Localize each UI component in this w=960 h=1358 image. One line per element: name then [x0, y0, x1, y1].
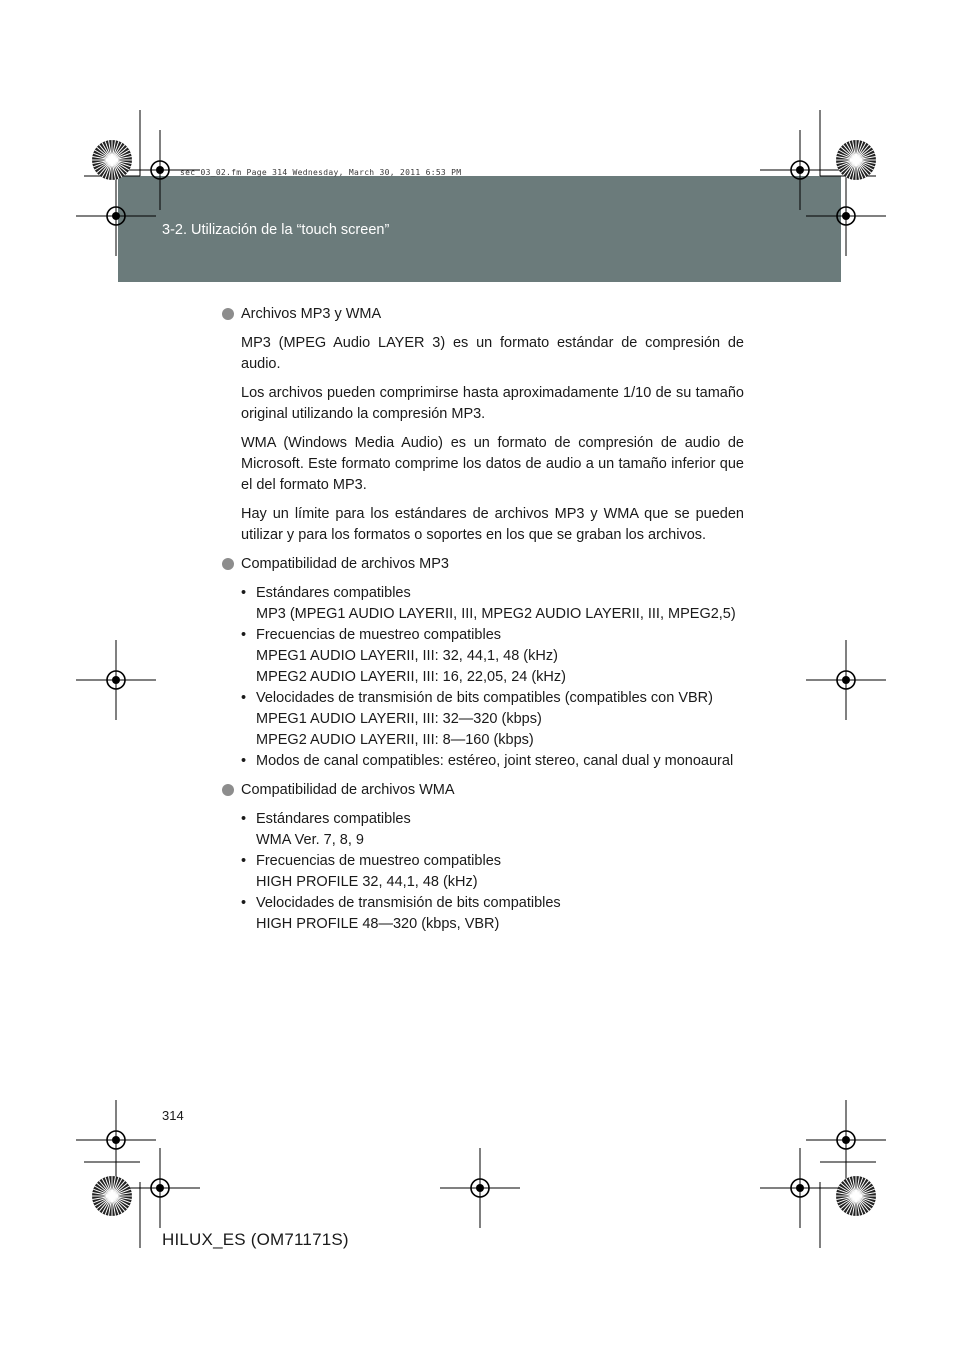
item-title: Frecuencias de muestreo compatibles — [256, 627, 502, 643]
paragraph: MP3 (MPEG Audio LAYER 3) es un formato estándar de compresión de audio. — [241, 335, 744, 372]
item-title: Frecuencias de muestreo compatibles — [256, 853, 502, 869]
item-title: Estándares compatibles — [256, 811, 411, 827]
section-heading: Compatibilidad de archivos WMA — [222, 780, 744, 801]
item-value: MPEG1 AUDIO LAYERII, III: 32—320 (kbps) — [256, 711, 542, 727]
list-bullet-icon: • — [241, 753, 247, 769]
list-bullet-icon: • — [241, 811, 247, 827]
list-bullet-icon: • — [241, 895, 247, 911]
item-title: Estándares compatibles — [256, 585, 411, 601]
list-bullet-icon: • — [241, 853, 247, 869]
list-bullet-icon: • — [241, 627, 247, 643]
paragraph: Los archivos pueden comprimirse hasta aproximadamente 1/10 de su tamaño original utilizando la compresión MP3. — [241, 385, 744, 422]
file-stamp: sec_03_02.fm Page 314 Wednesday, March 30, 2011 6:53 PM — [180, 168, 462, 177]
item-value: WMA Ver. 7, 8, 9 — [256, 832, 364, 848]
item-value: HIGH PROFILE 48—320 (kbps, VBR) — [256, 916, 500, 932]
section-heading: Archivos MP3 y WMA — [222, 304, 744, 325]
item-value: MP3 (MPEG1 AUDIO LAYERII, III, MPEG2 AUDIO LAYERII, III, MPEG2,5) — [256, 606, 736, 622]
list-bullet-icon: • — [241, 690, 247, 706]
list-bullet-icon: • — [241, 585, 247, 601]
item-value: MPEG2 AUDIO LAYERII, III: 8—160 (kbps) — [256, 732, 534, 748]
item-title: Modos de canal compatibles: estéreo, joint stereo, canal dual y monoaural — [256, 753, 734, 769]
model-code: HILUX_ES (OM71171S) — [162, 1230, 349, 1249]
item-title: Velocidades de transmisión de bits compatibles (compatibles con VBR) — [256, 690, 713, 706]
item-title: Velocidades de transmisión de bits compatibles — [256, 895, 561, 911]
item-value: HIGH PROFILE 32, 44,1, 48 (kHz) — [256, 874, 478, 890]
page-number: 314 — [162, 1108, 184, 1123]
paragraph: WMA (Windows Media Audio) es un formato de compresión de audio de Microsoft. Este formato comprime los datos de audio a un tamaño inferior que el del formato MP3. — [241, 435, 744, 493]
item-value: MPEG2 AUDIO LAYERII, III: 16, 22,05, 24 (kHz) — [256, 669, 566, 685]
item-value: MPEG1 AUDIO LAYERII, III: 32, 44,1, 48 (kHz) — [256, 648, 558, 664]
paragraph: Hay un límite para los estándares de archivos MP3 y WMA que se pueden utilizar y para los formatos o soportes en los que se graban los archivos. — [241, 506, 744, 543]
section-heading: Compatibilidad de archivos MP3 — [222, 554, 744, 575]
section-title: 3-2. Utilización de la “touch screen” — [162, 222, 390, 238]
